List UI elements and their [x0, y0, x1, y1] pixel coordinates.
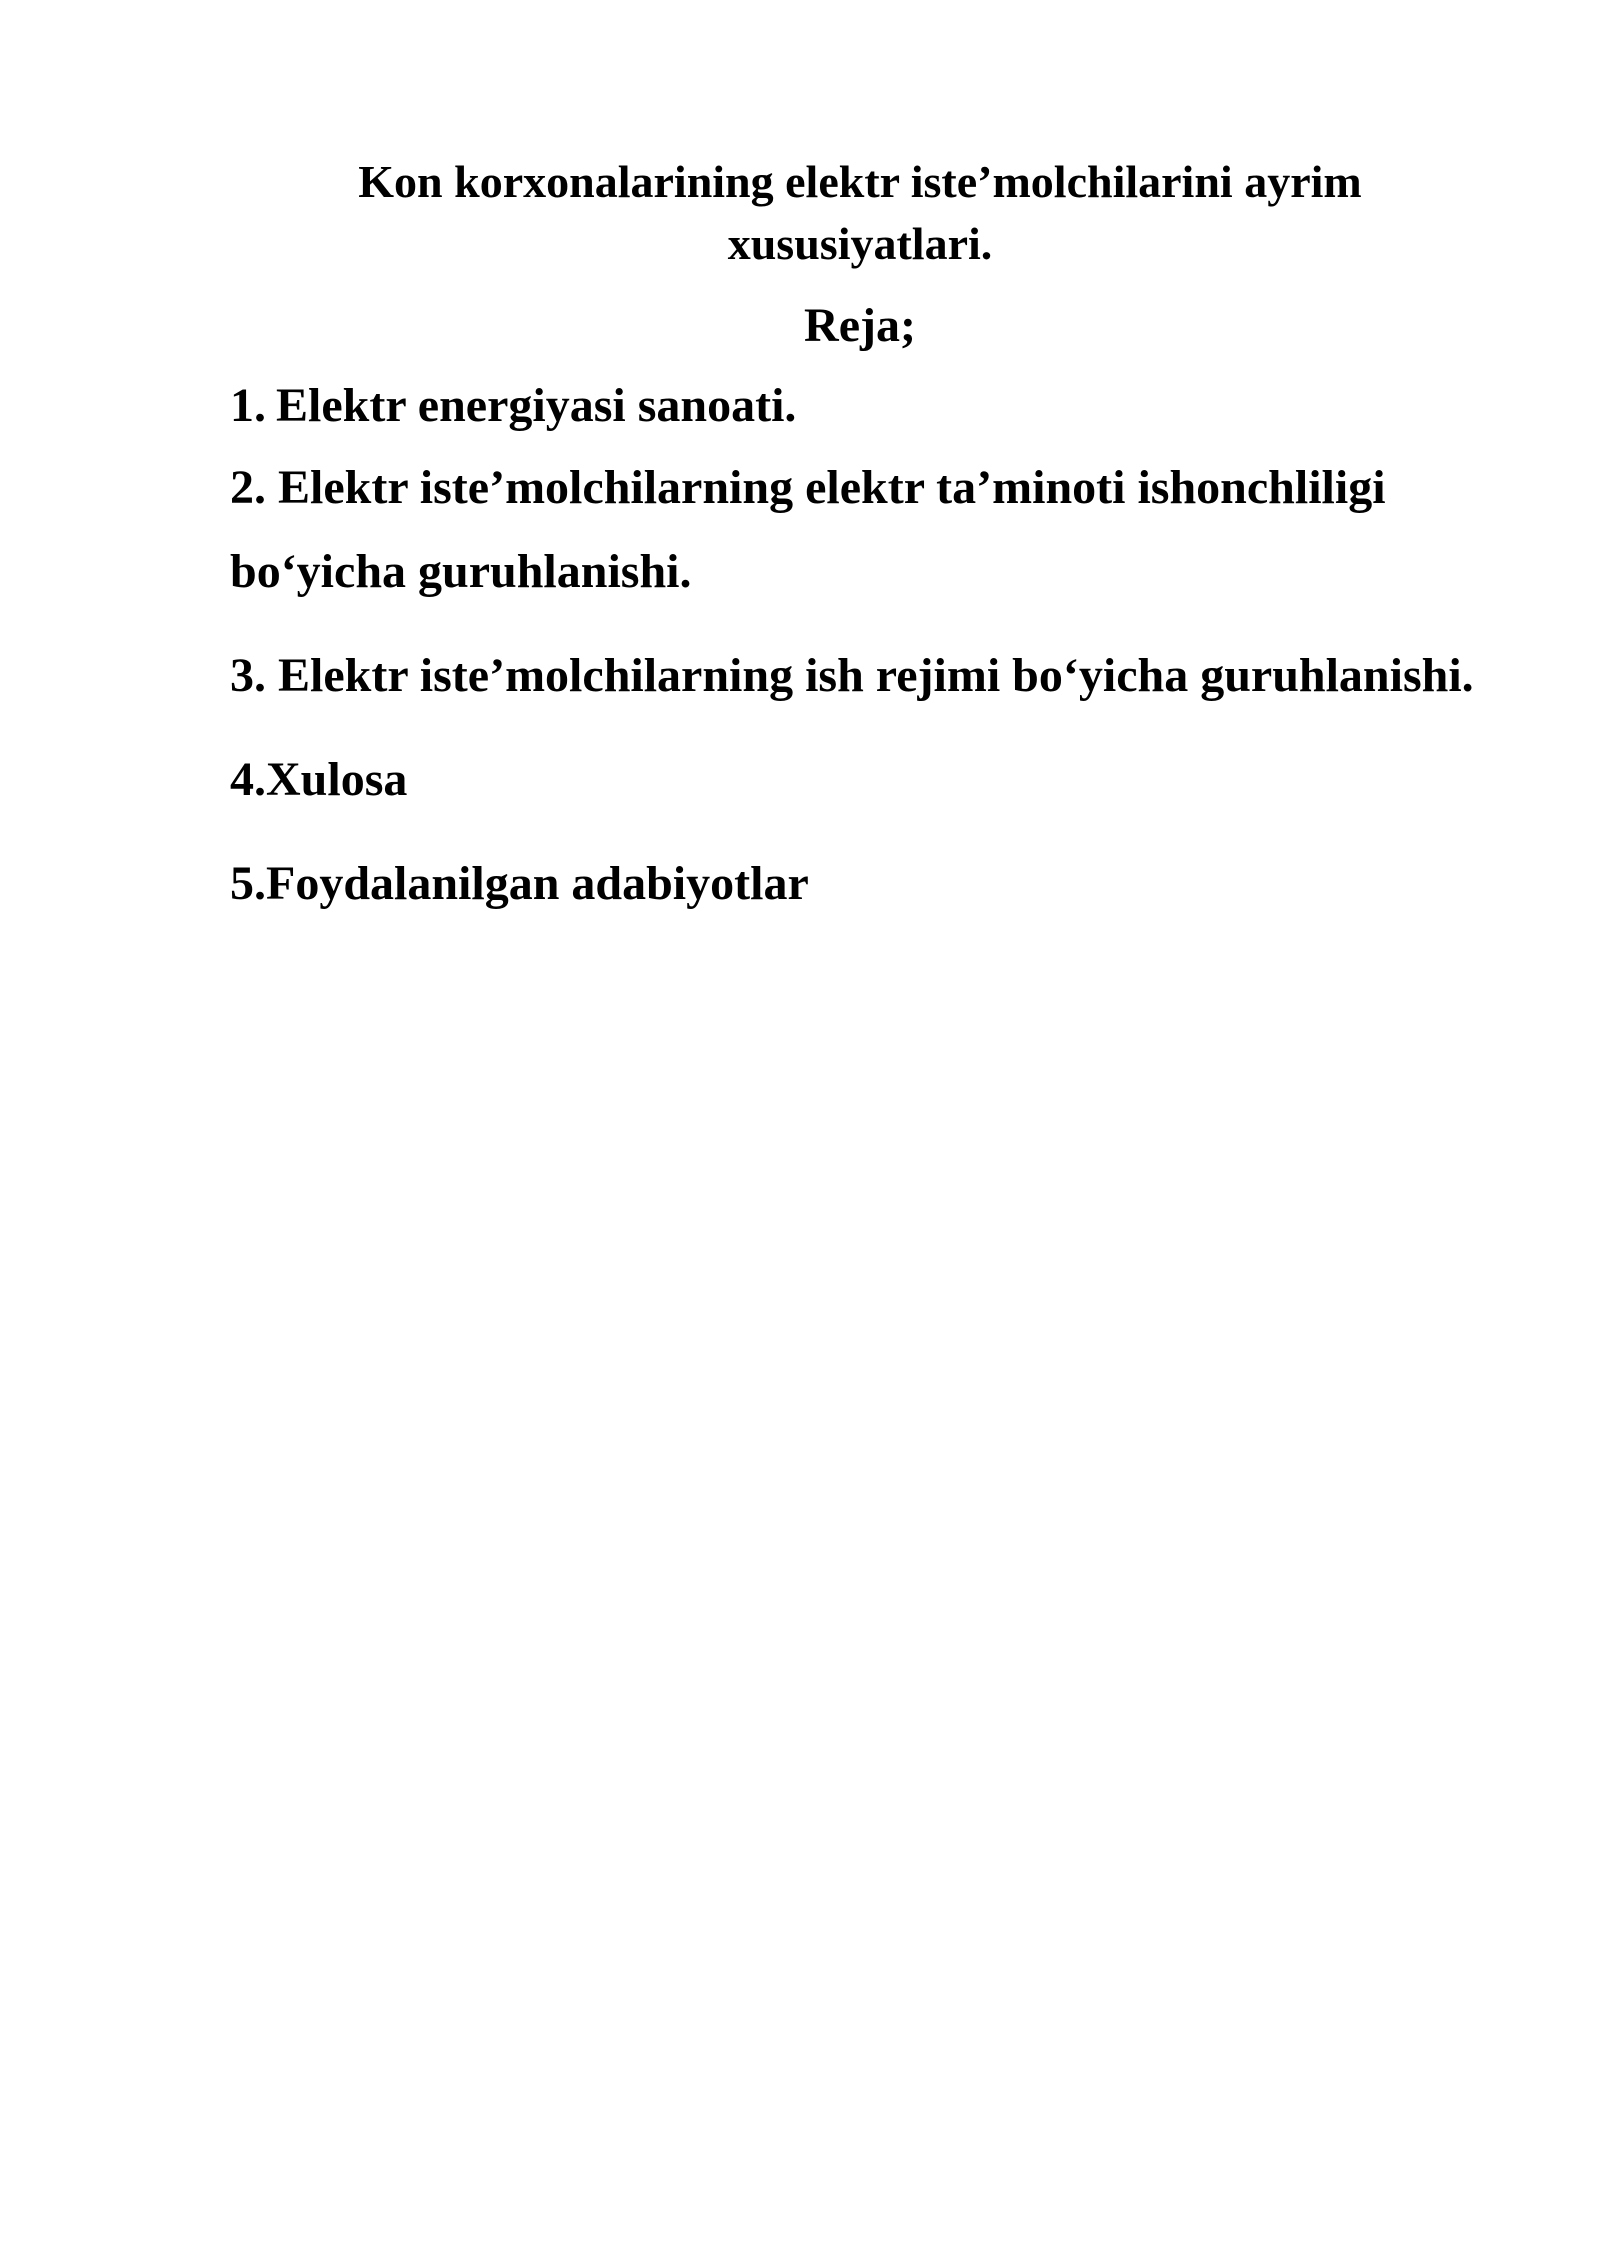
plan-item-4: 4.Xulosa — [230, 753, 408, 806]
plan-item-1-number: 1. — [230, 379, 266, 432]
plan-heading: Reja; — [804, 299, 916, 352]
plan-item-5: 5.Foydalanilgan adabiyotlar — [230, 857, 809, 910]
document-title-line-2: xususiyatlari. — [727, 218, 993, 269]
plan-item-1 — [230, 374, 796, 438]
plan-item-2-line-1: 2. Elektr iste’molchilarning elektr ta’minoti ishonchliligi — [230, 461, 1386, 514]
document-title-line-1: Kon korxonalarining elektr iste’molchilarini ayrim — [358, 156, 1362, 207]
plan-item-3: 3. Elektr iste’molchilarning ish rejimi bo‘yicha guruhlanishi. — [230, 649, 1474, 702]
plan-item-1-text: Elektr energiyasi sanoati. — [276, 379, 797, 432]
plan-item-2-line-2: bo‘yicha guruhlanishi. — [230, 545, 692, 598]
